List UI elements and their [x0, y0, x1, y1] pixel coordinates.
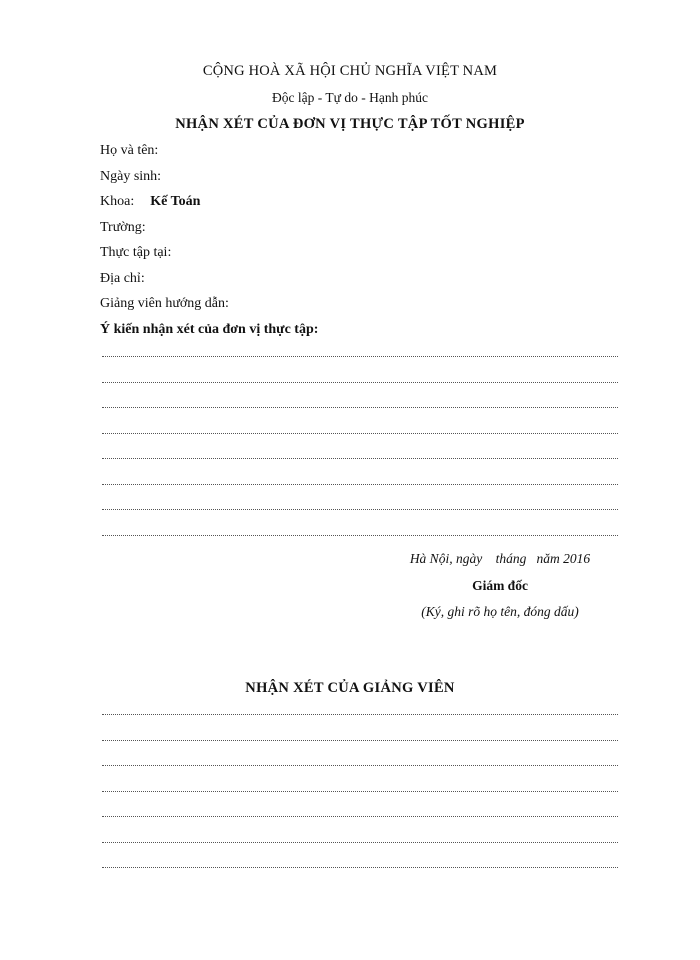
dotted-line: [102, 484, 618, 485]
dotted-line: [102, 382, 618, 383]
dotted-line: [102, 407, 618, 408]
field-supervisor-label: Giảng viên hướng dẫn:: [100, 296, 229, 311]
lecturer-section-title: NHẬN XÉT CỦA GIẢNG VIÊN: [245, 680, 455, 696]
field-date-of-birth: [100, 169, 161, 185]
dotted-line: [102, 816, 618, 817]
dotted-line: [102, 535, 618, 536]
field-internship-place-label: Thực tập tại:: [100, 245, 172, 260]
field-school: [100, 220, 146, 236]
form-title: NHẬN XÉT CỦA ĐƠN VỊ THỰC TẬP TỐT NGHIỆP: [175, 116, 525, 132]
field-full-name: [100, 143, 158, 159]
signature-role: Giám đốc: [472, 578, 528, 593]
field-faculty-label: Khoa:: [100, 194, 135, 209]
field-address: [100, 271, 145, 287]
dotted-line: [102, 791, 618, 792]
signature-note: (Ký, ghi rõ họ tên, đóng dấu): [421, 604, 579, 619]
signature-date: Hà Nội, ngày tháng năm 2016: [409, 551, 591, 566]
dotted-line: [102, 433, 618, 434]
dotted-line: [102, 867, 618, 868]
country-name: CỘNG HOÀ XÃ HỘI CHỦ NGHĨA VIỆT NAM: [202, 63, 498, 79]
field-supervisor: [100, 296, 229, 312]
field-faculty: [100, 194, 200, 210]
field-faculty-value: Kế Toán: [150, 194, 201, 209]
opinion-label: Ý kiến nhận xét của đơn vị thực tập:: [100, 322, 319, 337]
dotted-line: [102, 458, 618, 459]
dotted-line: [102, 714, 618, 715]
national-motto: Độc lập - Tự do - Hạnh phúc: [272, 90, 428, 105]
dotted-line: [102, 356, 618, 357]
field-address-label: Địa chỉ:: [100, 271, 145, 286]
dotted-line: [102, 740, 618, 741]
dotted-line: [102, 842, 618, 843]
dotted-line: [102, 509, 618, 510]
field-internship-place: [100, 245, 171, 261]
dotted-line: [102, 765, 618, 766]
field-date-of-birth-label: Ngày sinh:: [100, 169, 162, 184]
field-full-name-label: Họ và tên:: [100, 143, 159, 158]
field-school-label: Trường:: [100, 220, 146, 235]
